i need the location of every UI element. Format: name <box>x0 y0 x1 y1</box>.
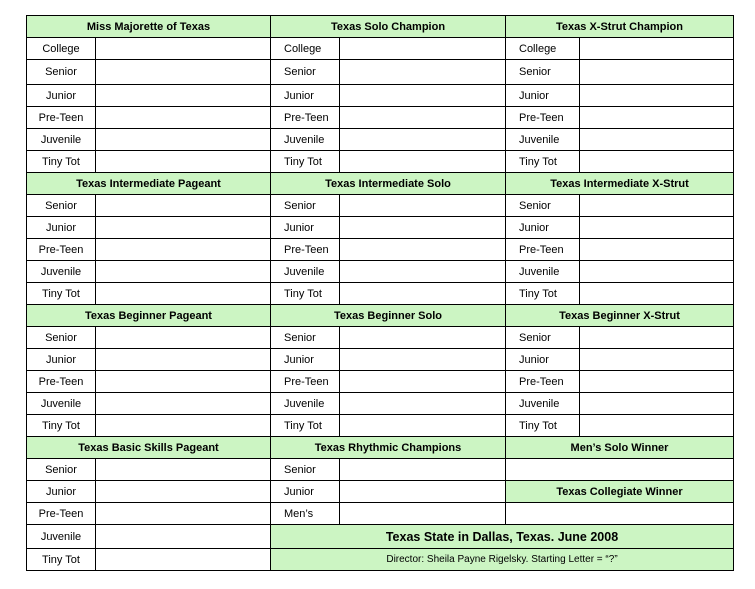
category-label: Senior <box>271 327 340 349</box>
category-label: Junior <box>27 481 96 503</box>
winner-entry-cell[interactable] <box>96 129 271 151</box>
section-title-xstrut-champion: Texas X-Strut Champion <box>506 16 734 38</box>
category-label: Men’s <box>271 503 340 525</box>
winner-entry-cell[interactable] <box>580 349 734 371</box>
winner-entry-cell[interactable] <box>96 38 271 60</box>
winner-entry-cell[interactable] <box>96 85 271 107</box>
category-label: Tiny Tot <box>27 283 96 305</box>
category-label: Senior <box>506 195 580 217</box>
winner-entry-cell[interactable] <box>96 151 271 173</box>
section-title-beginner-pageant: Texas Beginner Pageant <box>27 305 271 327</box>
winner-entry-cell[interactable] <box>580 85 734 107</box>
winner-entry-cell[interactable] <box>96 393 271 415</box>
winner-entry-cell[interactable] <box>340 327 506 349</box>
table-row <box>27 129 734 151</box>
section-title-miss-majorette: Miss Majorette of Texas <box>27 16 271 38</box>
winner-entry-cell[interactable] <box>340 393 506 415</box>
winner-entry-cell[interactable] <box>340 129 506 151</box>
category-label: Senior <box>27 60 96 85</box>
winner-entry-cell[interactable] <box>96 261 271 283</box>
section-title-mens-solo-winner: Men’s Solo Winner <box>506 437 734 459</box>
table-row <box>27 38 734 60</box>
category-label: Tiny Tot <box>506 283 580 305</box>
winner-entry-cell[interactable] <box>580 393 734 415</box>
table-row <box>27 217 734 239</box>
category-label: Senior <box>271 459 340 481</box>
winner-entry-cell[interactable] <box>96 349 271 371</box>
category-label: Pre-Teen <box>506 107 580 129</box>
section-title-collegiate-winner: Texas Collegiate Winner <box>506 481 734 503</box>
category-label: Pre-Teen <box>27 503 96 525</box>
category-label: Tiny Tot <box>27 151 96 173</box>
winner-entry-cell[interactable] <box>580 129 734 151</box>
category-label: Senior <box>27 195 96 217</box>
category-label: College <box>506 38 580 60</box>
table-row <box>27 107 734 129</box>
table-row <box>27 305 734 327</box>
category-label: Pre-Teen <box>506 239 580 261</box>
winner-entry-cell[interactable] <box>340 195 506 217</box>
category-label: Junior <box>27 85 96 107</box>
winner-entry-cell[interactable] <box>96 107 271 129</box>
category-label: Junior <box>27 349 96 371</box>
winner-entry-cell[interactable] <box>340 85 506 107</box>
category-label: Pre-Teen <box>271 239 340 261</box>
winner-entry-cell[interactable] <box>580 107 734 129</box>
winner-entry-cell[interactable] <box>96 60 271 85</box>
section-title-basic-skills-pageant: Texas Basic Skills Pageant <box>27 437 271 459</box>
category-label: Juvenile <box>271 261 340 283</box>
category-label: Juvenile <box>271 393 340 415</box>
winner-entry-cell[interactable] <box>96 283 271 305</box>
category-label: Junior <box>27 217 96 239</box>
table-row <box>27 503 734 525</box>
category-label: Pre-Teen <box>271 107 340 129</box>
category-label: Tiny Tot <box>27 415 96 437</box>
winner-entry-cell[interactable] <box>580 38 734 60</box>
winner-entry-cell[interactable] <box>340 107 506 129</box>
winner-entry-cell[interactable] <box>340 503 506 525</box>
category-label: Tiny Tot <box>506 151 580 173</box>
category-label: Senior <box>27 459 96 481</box>
category-label: Juvenile <box>506 129 580 151</box>
table-row <box>27 437 734 459</box>
winner-entry-cell[interactable] <box>580 415 734 437</box>
winner-entry-cell[interactable] <box>96 327 271 349</box>
results-table <box>26 15 734 571</box>
table-row <box>27 173 734 195</box>
section-title-solo-champion: Texas Solo Champion <box>271 16 506 38</box>
winner-entry-cell[interactable] <box>340 481 506 503</box>
category-label: Junior <box>506 85 580 107</box>
winner-entry-cell[interactable] <box>340 283 506 305</box>
table-row <box>27 549 734 571</box>
table-row <box>27 393 734 415</box>
table-row <box>27 327 734 349</box>
winner-entry-cell[interactable] <box>580 151 734 173</box>
category-label: Junior <box>506 217 580 239</box>
category-label: Pre-Teen <box>27 239 96 261</box>
winner-entry-cell[interactable] <box>96 503 271 525</box>
category-label: Pre-Teen <box>27 371 96 393</box>
section-title-rhythmic-champions: Texas Rhythmic Champions <box>271 437 506 459</box>
table-row <box>27 525 734 549</box>
category-label: Tiny Tot <box>27 549 96 571</box>
winner-entry-cell[interactable] <box>580 371 734 393</box>
table-row <box>27 16 734 38</box>
category-label: Pre-Teen <box>271 371 340 393</box>
category-label: College <box>27 38 96 60</box>
director-credit: Director: Sheila Payne Rigelsky. Starting Letter = “?” <box>271 549 734 571</box>
winner-entry-cell[interactable] <box>96 195 271 217</box>
section-title-beginner-xstrut: Texas Beginner X-Strut <box>506 305 734 327</box>
category-label: Senior <box>506 327 580 349</box>
category-label: Juvenile <box>271 129 340 151</box>
table-row <box>27 459 734 481</box>
winner-entry-cell[interactable] <box>340 349 506 371</box>
category-label: Juvenile <box>506 261 580 283</box>
category-label: Senior <box>271 60 340 85</box>
table-row <box>27 349 734 371</box>
winner-entry-cell[interactable] <box>580 283 734 305</box>
category-label: Junior <box>271 217 340 239</box>
category-label: College <box>271 38 340 60</box>
category-label: Junior <box>271 349 340 371</box>
category-label: Pre-Teen <box>27 107 96 129</box>
winner-entry-cell[interactable] <box>340 261 506 283</box>
winner-entry-cell[interactable] <box>340 459 506 481</box>
category-label: Junior <box>271 85 340 107</box>
event-banner: Texas State in Dallas, Texas. June 2008 <box>271 525 734 549</box>
category-label: Pre-Teen <box>506 371 580 393</box>
category-label: Senior <box>271 195 340 217</box>
category-label: Junior <box>506 349 580 371</box>
category-label: Tiny Tot <box>271 415 340 437</box>
category-label: Juvenile <box>27 393 96 415</box>
category-label: Junior <box>271 481 340 503</box>
category-label: Juvenile <box>27 129 96 151</box>
table-row <box>27 415 734 437</box>
winner-entry-cell[interactable] <box>340 217 506 239</box>
winner-entry-cell[interactable] <box>580 60 734 85</box>
winner-entry-cell[interactable] <box>340 415 506 437</box>
section-title-intermediate-solo: Texas Intermediate Solo <box>271 173 506 195</box>
winner-entry-cell[interactable] <box>96 371 271 393</box>
section-title-intermediate-xstrut: Texas Intermediate X-Strut <box>506 173 734 195</box>
category-label: Senior <box>27 327 96 349</box>
section-title-beginner-solo: Texas Beginner Solo <box>271 305 506 327</box>
category-label: Senior <box>506 60 580 85</box>
mens-solo-winner-entry[interactable] <box>506 459 734 481</box>
collegiate-winner-entry[interactable] <box>506 503 734 525</box>
table-row <box>27 371 734 393</box>
winner-entry-cell[interactable] <box>96 525 271 549</box>
winner-entry-cell[interactable] <box>96 415 271 437</box>
category-label: Juvenile <box>27 525 96 549</box>
table-row <box>27 283 734 305</box>
winner-entry-cell[interactable] <box>580 239 734 261</box>
winner-entry-cell[interactable] <box>580 217 734 239</box>
category-label: Juvenile <box>27 261 96 283</box>
category-label: Juvenile <box>506 393 580 415</box>
winner-entry-cell[interactable] <box>96 549 271 571</box>
winner-entry-cell[interactable] <box>96 481 271 503</box>
category-label: Tiny Tot <box>271 151 340 173</box>
winner-entry-cell[interactable] <box>580 195 734 217</box>
table-row <box>27 261 734 283</box>
winner-entry-cell[interactable] <box>340 60 506 85</box>
winner-entry-cell[interactable] <box>340 239 506 261</box>
section-title-intermediate-pageant: Texas Intermediate Pageant <box>27 173 271 195</box>
winner-entry-cell[interactable] <box>96 459 271 481</box>
category-label: Tiny Tot <box>271 283 340 305</box>
winner-entry-cell[interactable] <box>96 239 271 261</box>
table-row <box>27 481 734 503</box>
winner-entry-cell[interactable] <box>340 38 506 60</box>
table-row <box>27 151 734 173</box>
table-row <box>27 85 734 107</box>
table-row <box>27 239 734 261</box>
table-row <box>27 60 734 85</box>
winner-entry-cell[interactable] <box>580 261 734 283</box>
winner-entry-cell[interactable] <box>96 217 271 239</box>
winner-entry-cell[interactable] <box>340 151 506 173</box>
winner-entry-cell[interactable] <box>340 371 506 393</box>
category-label: Tiny Tot <box>506 415 580 437</box>
table-row <box>27 195 734 217</box>
winner-entry-cell[interactable] <box>580 327 734 349</box>
